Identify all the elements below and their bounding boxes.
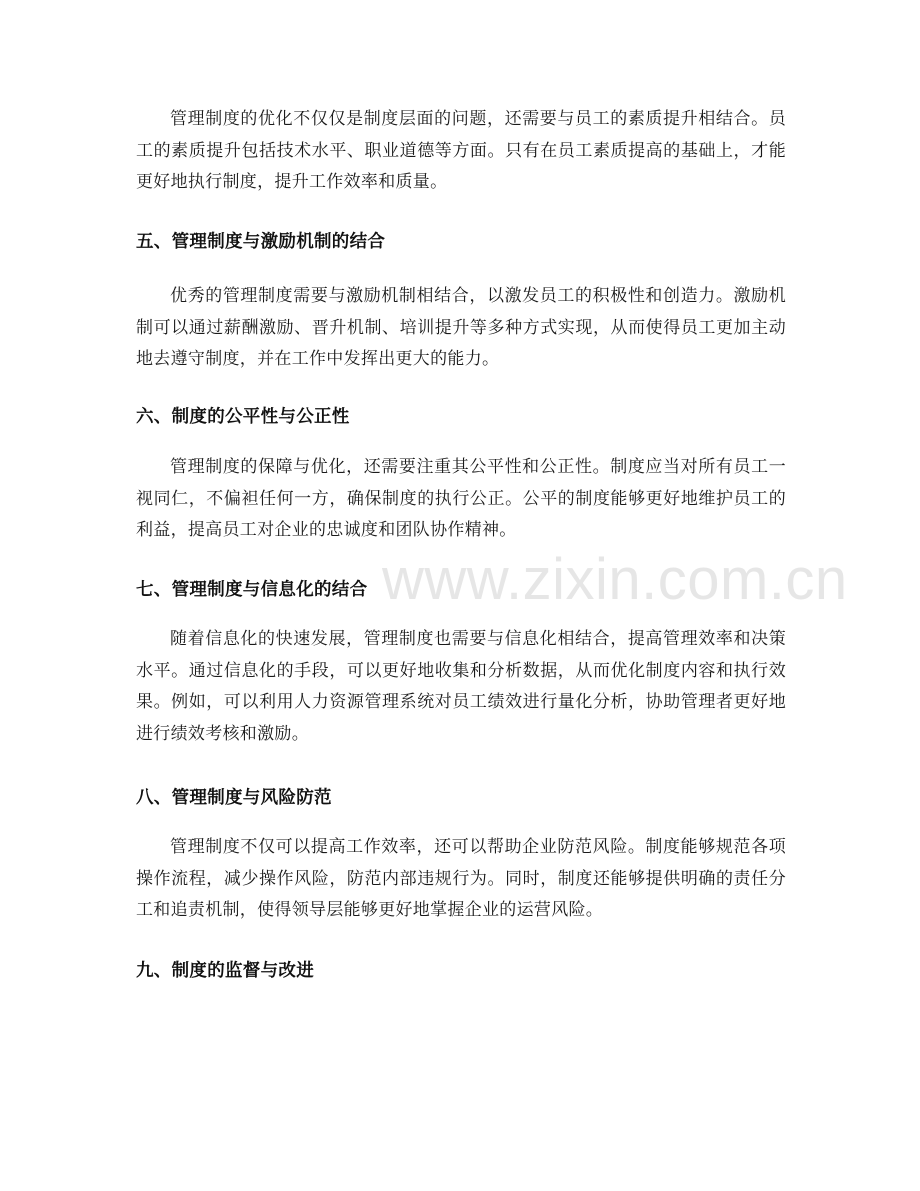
paragraph-staff-quality: 管理制度的优化不仅仅是制度层面的问题，还需要与员工的素质提升相结合。员工的素质提升包括技术水平、职业道德等方面。只有在员工素质提高的基础上，才能更好地执行制度，提升工作效率和质量。 bbox=[136, 109, 786, 192]
heading-fairness-justice: 六、制度的公平性与公正性 bbox=[136, 407, 350, 427]
paragraph-risk-prevention: 管理制度不仅可以提高工作效率，还可以帮助企业防范风险。制度能够规范各项操作流程，减少操作风险，防范内部违规行为。同时，制度还能够提供明确的责任分工和追责机制，使得领导层能够更好地掌握企业的运营风险。 bbox=[136, 837, 786, 920]
heading-risk-prevention: 八、管理制度与风险防范 bbox=[136, 788, 332, 808]
heading-supervision-improvement: 九、制度的监督与改进 bbox=[136, 961, 314, 981]
watermark: www.zixin.com.cn bbox=[382, 547, 848, 612]
paragraph-fairness-justice: 管理制度的保障与优化，还需要注重其公平性和公正性。制度应当对所有员工一视同仁，不偏袒任何一方，确保制度的执行公正。公平的制度能够更好地维护员工的利益，提高员工对企业的忠诚度和团队协作精神。 bbox=[136, 457, 786, 540]
paragraph-informatization: 随着信息化的快速发展，管理制度也需要与信息化相结合，提高管理效率和决策水平。通过信息化的手段，可以更好地收集和分析数据，从而优化制度内容和执行效果。例如，可以利用人力资源管理系统对员工绩效进行量化分析，协助管理者更好地进行绩效考核和激励。 bbox=[136, 629, 786, 744]
heading-informatization: 七、管理制度与信息化的结合 bbox=[136, 580, 368, 600]
heading-incentive-mechanism: 五、管理制度与激励机制的结合 bbox=[136, 232, 386, 252]
paragraph-incentive-mechanism: 优秀的管理制度需要与激励机制相结合，以激发员工的积极性和创造力。激励机制可以通过薪酬激励、晋升机制、培训提升等多种方式实现，从而使得员工更加主动地去遵守制度，并在工作中发挥出更大的能力。 bbox=[136, 286, 786, 369]
